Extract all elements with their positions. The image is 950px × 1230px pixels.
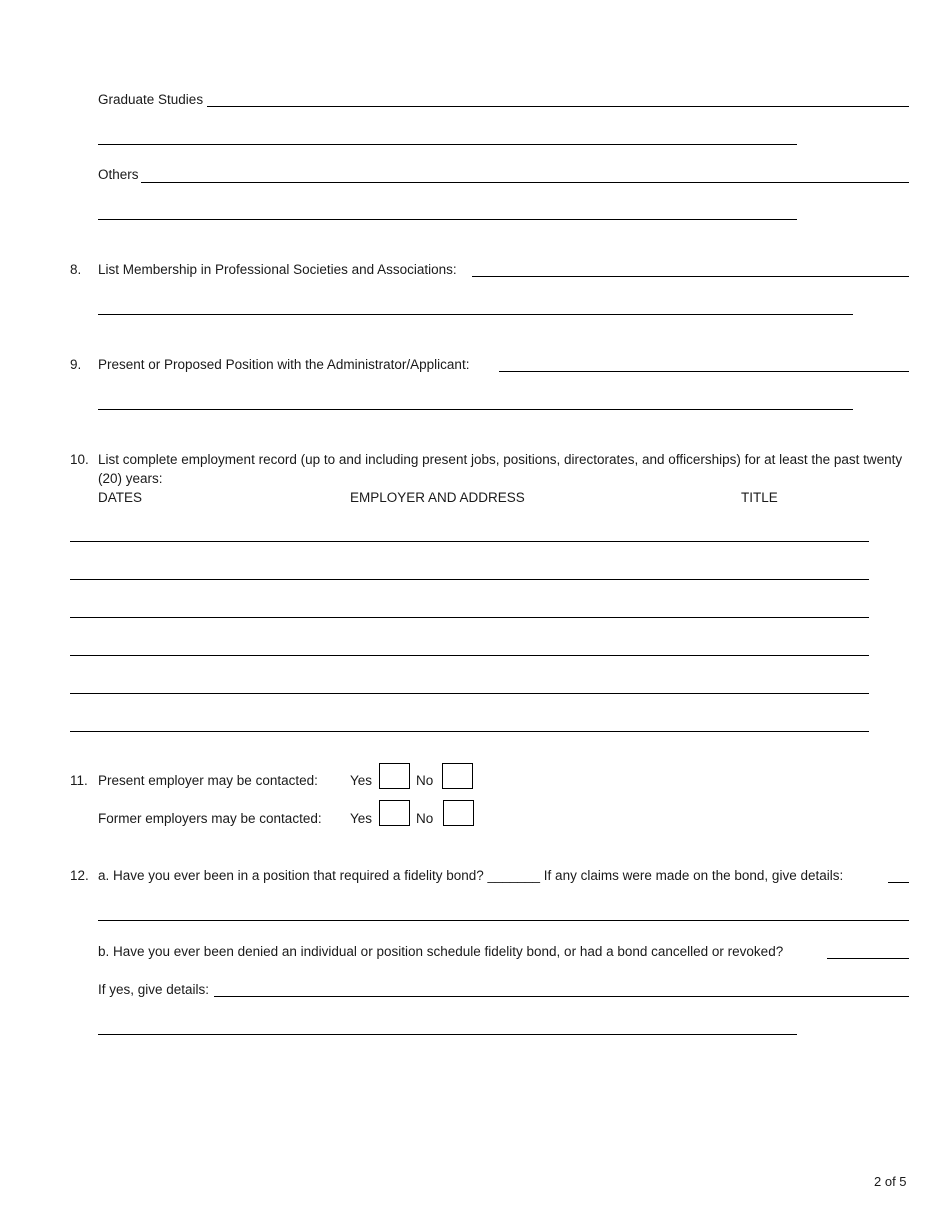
section-12-number: 12. bbox=[70, 868, 89, 883]
proposed-position-label: Present or Proposed Position with the Administrator/Applicant: bbox=[98, 357, 470, 372]
former-employers-label: Former employers may be contacted: bbox=[98, 811, 322, 826]
page-number: 2 of 5 bbox=[874, 1174, 907, 1189]
professional-societies-label: List Membership in Professional Societies and Associations: bbox=[98, 262, 457, 277]
section-11-number: 11. bbox=[70, 773, 88, 788]
former-yes-label: Yes bbox=[350, 811, 373, 826]
bond-denied-details-field[interactable] bbox=[214, 996, 909, 997]
present-employer-yes-checkbox[interactable] bbox=[379, 763, 410, 789]
bond-denied-answer-field[interactable] bbox=[827, 958, 909, 959]
column-header-dates: DATES bbox=[98, 490, 143, 505]
proposed-position-field-line-2[interactable] bbox=[98, 409, 853, 410]
employment-record-label: List complete employment record (up to and including present jobs, positions, directorates, and officerships) for at least the past twenty (20) years: bbox=[98, 452, 903, 486]
graduate-studies-field[interactable] bbox=[207, 106, 909, 107]
section-8-number: 8. bbox=[70, 262, 82, 277]
present-employer-no-checkbox[interactable] bbox=[442, 763, 473, 789]
bond-denied-details-field-line-2[interactable] bbox=[98, 1034, 797, 1035]
present-yes-label: Yes bbox=[350, 773, 373, 788]
employment-row[interactable] bbox=[70, 731, 869, 732]
others-field[interactable] bbox=[141, 182, 909, 183]
employment-row[interactable] bbox=[70, 541, 869, 542]
fidelity-bond-question-b: b. Have you ever been denied an individual or position schedule fidelity bond, or had a bond cancelled or revoked? bbox=[98, 944, 784, 959]
employment-row[interactable] bbox=[70, 655, 869, 656]
employment-row[interactable] bbox=[70, 693, 869, 694]
former-employers-no-checkbox[interactable] bbox=[443, 800, 474, 826]
former-employers-yes-checkbox[interactable] bbox=[379, 800, 410, 826]
employment-row[interactable] bbox=[70, 579, 869, 580]
professional-societies-field[interactable] bbox=[472, 276, 909, 277]
employment-row[interactable] bbox=[70, 617, 869, 618]
present-no-label: No bbox=[416, 773, 434, 788]
present-employer-label: Present employer may be contacted: bbox=[98, 773, 318, 788]
section-9-number: 9. bbox=[70, 357, 82, 372]
fidelity-bond-question-a: a. Have you ever been in a position that required a fidelity bond? _______ If any claims were made on the bond, give details: bbox=[98, 868, 844, 883]
column-header-employer: EMPLOYER AND ADDRESS bbox=[350, 490, 525, 505]
if-yes-details-label: If yes, give details: bbox=[98, 982, 210, 997]
proposed-position-field[interactable] bbox=[499, 371, 909, 372]
professional-societies-field-line-2[interactable] bbox=[98, 314, 853, 315]
fidelity-bond-claims-field-line-2[interactable] bbox=[98, 920, 909, 921]
column-header-title: TITLE bbox=[741, 490, 778, 505]
others-label: Others bbox=[98, 167, 139, 182]
fidelity-bond-claims-field[interactable] bbox=[888, 882, 909, 883]
graduate-studies-label: Graduate Studies bbox=[98, 92, 204, 107]
graduate-studies-field-line-2[interactable] bbox=[98, 144, 797, 145]
others-field-line-2[interactable] bbox=[98, 219, 797, 220]
former-no-label: No bbox=[416, 811, 434, 826]
section-10-number: 10. bbox=[70, 452, 89, 467]
